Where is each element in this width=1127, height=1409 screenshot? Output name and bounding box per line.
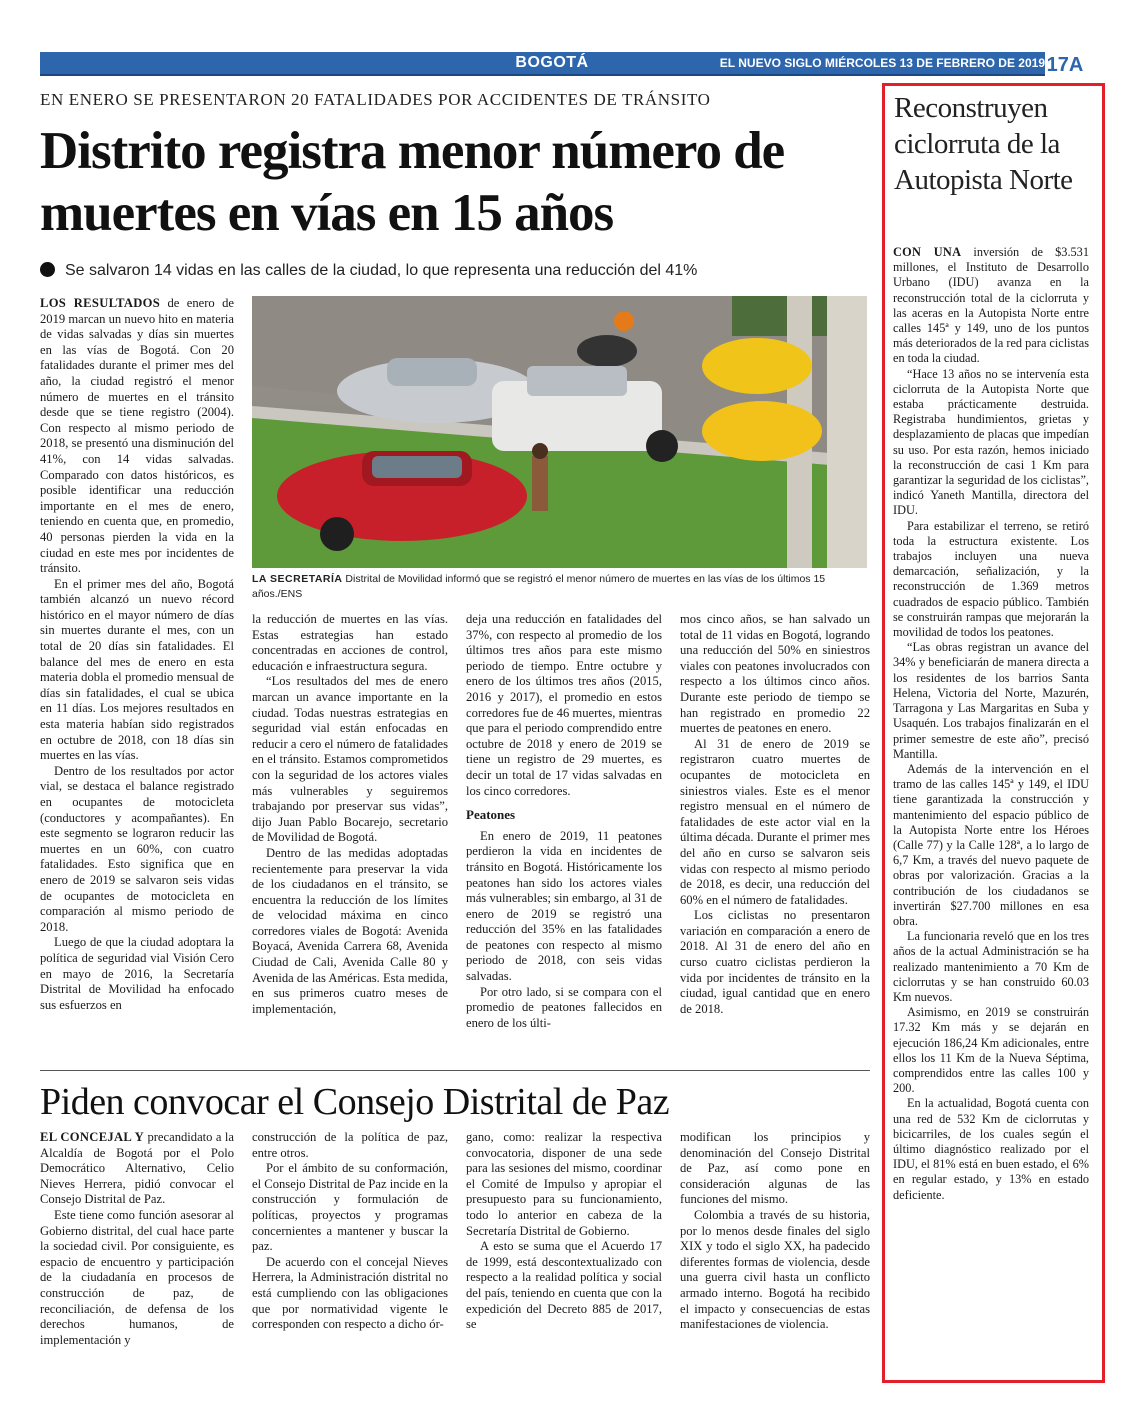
paragraph: De acuerdo con el concejal Nieves Herrera, la Administración distrital no está cumpliendo con las obligaciones que por normatividad vigente le corresponden con respecto a dicho ór- bbox=[252, 1254, 448, 1332]
paragraph: mos cinco años, se han salvado un total de 11 vidas en Bogotá, logrando una reducción del 50% en siniestros viales con peatones involucrados con respecto a los últimos cinco años. Durante este periodo de tiempo se han registrado en promedio 22 muertes de peatones en enero. bbox=[680, 612, 870, 736]
paragraph: La funcionaria reveló que en los tres años de la actual Administración se ha realizado mantenimiento a 70 Km de ciclorrutas y se han construido 60.03 Km nuevos. bbox=[893, 929, 1089, 1004]
paragraph: Por el ámbito de su conformación, el Consejo Distrital de Paz incide en la construcción y formulación de políticas, proyectos y programas concernientes a mantener y buscar la paz. bbox=[252, 1161, 448, 1254]
bullet-icon bbox=[40, 262, 55, 277]
subheadline-text: Se salvaron 14 vidas en las calles de la ciudad, lo que representa una reducción del 41% bbox=[65, 262, 698, 279]
paragraph: “Hace 13 años no se intervenía esta ciclorruta de la Autopista Norte que estaba prácticamente destruida. Registraba hundimientos, grietas y desplazamiento de placas que impedían su uso. Por esta razón, hemos iniciado la reconstrucción de casi 1 Km para garantizar la seguridad de los ciclistas”, indicó Yaneth Mantilla, directora del IDU. bbox=[893, 366, 1089, 518]
sidebar-title: Reconstruyen ciclorruta de la Autopista Norte bbox=[894, 92, 1073, 196]
page-number: 17A bbox=[1046, 54, 1084, 76]
second-story-column-4 bbox=[680, 1130, 870, 1375]
paragraph: gano, como: realizar la respectiva convocatoria, disponer de una sede para las sesiones del mismo, coordinar el Comité de Impulso y apropiar el presupuesto para su funcionamiento, todo lo anterior en cabeza de la Secretaría Distrital de Gobierno. bbox=[466, 1130, 662, 1238]
paragraph: Para estabilizar el terreno, se retiró toda la estructura existente. Los trabajos incluyen una nueva demarcación, señalización, y la reconstrucción de 1.369 metros cuadrados de espacio público. También se construirán rampas que mejorarán la movilidad de todos los peatones. bbox=[893, 518, 1089, 640]
paragraph: “Las obras registran un avance del 34% y beneficiarán de manera directa a los residentes de los barrios Santa Helena, Victoria del Norte, Mazurén, Tarragona y Las Margaritas en Suba y Usaquén. Los trabajos finalizarán en el primer semestre de este año”, precisó Mantilla. bbox=[893, 640, 1089, 761]
paragraph: Dentro de las medidas adoptadas recientemente para preservar la vida de los ciudadanos en el tránsito, se encuentra la reducción de los límites de velocidad máxima en cinco corredores viales de Bogotá: Avenida Boyacá, Avenida Carrera 68, Avenida Ciudad de Cali, Avenida Calle 80 y Avenida de las Américas. Esta medida, en sus primeros cuatro meses de implementación, bbox=[252, 845, 448, 1016]
sidebar-body bbox=[893, 245, 1089, 1375]
paragraph: Colombia a través de su historia, por lo menos desde finales del siglo XIX y todo el siglo XX, ha padecido diferentes formas de violencia, desde una guerra civil hasta un conflicto armado interno. Bogotá ha recibido el impacto y consecuencias de estas manifestaciones de violencia. bbox=[680, 1207, 870, 1332]
paragraph: la reducción de muertes en las vías. Estas estrategias han estado concentradas en acciones de control, educación e infraestructura segura. bbox=[252, 612, 448, 673]
paragraph: Los ciclistas no presentaron variación en comparación a enero de 2018. Al 31 de enero del año en curso cuatro ciclistas perdieron la vida por incidentes de tránsito en la ciudad, igual cantidad que en enero de 2018. bbox=[680, 908, 870, 1016]
lead-in: CON UNA bbox=[893, 245, 962, 259]
main-story-column-2 bbox=[252, 612, 448, 1064]
paragraph: construcción de la política de paz, entre otros. bbox=[252, 1130, 448, 1160]
main-story-column-3 bbox=[466, 612, 662, 1064]
second-headline: Piden convocar el Consejo Distrital de Paz bbox=[40, 1081, 670, 1123]
publication-date: EL NUEVO SIGLO MIÉRCOLES 13 DE FEBRERO DE 2019 bbox=[719, 56, 1045, 70]
second-story-column-3 bbox=[466, 1130, 662, 1375]
car-accident-photo bbox=[252, 296, 867, 568]
paragraph: Asimismo, en 2019 se construirán 17.32 Km más y se dejarán en ejecución 186,24 Km adicionales, entre ellos los 11 Km de la Nueva Séptima, comprendidos entre las calles 100 y 200. bbox=[893, 1005, 1089, 1096]
paragraph: Luego de que la ciudad adoptara la política de seguridad vial Visión Cero en mayo de 2016, la Secretaría Distrital de Movilidad ha enfocado sus esfuerzos en bbox=[40, 935, 234, 1012]
section-name: BOGOTÁ bbox=[515, 54, 589, 71]
paragraph: EL CONCEJAL Y precandidato a la Alcaldía de Bogotá por el Polo Democrático Alternativo, Celio Nieves Herrera, pidió convocar el Consejo Distrital de Paz. bbox=[40, 1130, 234, 1207]
caption-text: Distrital de Movilidad informó que se registró el menor número de muertes en las vías de los últimos 15 años./ENS bbox=[252, 573, 826, 600]
caption-lead: LA SECRETARÍA bbox=[252, 573, 343, 585]
second-story-column-1 bbox=[40, 1130, 234, 1375]
main-headline: Distrito registra menor número de muertes en vías en 15 años bbox=[40, 122, 785, 242]
news-photo bbox=[252, 296, 867, 568]
lead-in: EL CONCEJAL Y bbox=[40, 1130, 145, 1144]
paragraph: Por otro lado, si se compara con el promedio de peatones fallecidos en enero de los últi- bbox=[466, 984, 662, 1030]
main-story-column-1 bbox=[40, 296, 234, 1064]
paragraph: Además de la intervención en el tramo de las calles 145ª y 149, el IDU tiene garantizada la construcción y mantenimiento del espacio público de la Autopista Norte entre los Héroes (Calle 77) y la Calle 128ª, a lo largo de 6,7 Km, a través del nuevo paquete de obras por valorización. Gracias a la contribución de los ciudadanos se invertirán $27.700 millones en esa obra. bbox=[893, 761, 1089, 928]
subheadline bbox=[40, 262, 870, 286]
paragraph: Al 31 de enero de 2019 se registraron cuatro muertes de ocupantes de motocicleta en siniestros viales. Este es el menor registro mensual en el número de fatalidades de este actor vial en la última década. Durante el primer mes del año en curso se salvaron seis vidas con respecto al mismo periodo de 2018, es decir, una reducción del 60% en el número de fatalidades. bbox=[680, 736, 870, 907]
lead-in: LOS RESULTADOS bbox=[40, 296, 161, 310]
paragraph: deja una reducción en fatalidades del 37%, con respecto al promedio de los últimos tres años para este mismo periodo de tiempo. Entre octubre y enero de los últimos tres años (2015, 2016 y 2017), el promedio en estos corredores fue de 46 muertes, mientras que para el periodo comprendido entre octubre de 2018 y enero de 2019 se tiene un registro de 29 muertes, es decir un total de 17 vidas salvadas en los cinco corredores. bbox=[466, 612, 662, 798]
paragraph: CON UNA inversión de $3.531 millones, el Instituto de Desarrollo Urbano (IDU) avanza en la reconstrucción total de la ciclorruta y las aceras en la Autopista Norte entre calles 145ª y 149, uno de los puntos más deteriorados de la red para ciclistas en toda la ciudad. bbox=[893, 245, 1089, 366]
paragraph: LOS RESULTADOS de enero de 2019 marcan un nuevo hito en materia de vidas salvadas y días sin muertes en las vías de Bogotá. Con 20 fatalidades durante el primer mes del año, la ciudad registró el menor número de muertes en el tránsito desde que se tiene registro (2004). Con respecto al mismo periodo de 2018, se presentó una disminución del 41%, con 14 vidas salvadas. Comparado con datos históricos, es posible identificar una reducción importante en el mes de enero, teniendo en cuenta que, en promedio, 40 personas pierden la vida en la ciudad en este mes por incidentes de tránsito. bbox=[40, 296, 234, 576]
paragraph: “Los resultados del mes de enero marcan un avance importante en la ciudad. Todas nuestras estrategias en seguridad vial están enfocadas en reducir a cero el número de fatalidades en el tránsito. Estamos comprometidos con la seguridad de los actores viales más vulnerables y seguiremos trabajando por preservar sus vidas”, dijo Juan Pablo Bocarejo, secretario de Movilidad de Bogotá. bbox=[252, 674, 448, 845]
section-heading: Peatones bbox=[466, 807, 516, 823]
paragraph: Dentro de los resultados por actor vial, se destaca el balance registrado en ocupantes de motocicleta (conductores y acompañantes). En este segmento se lograron reducir las muertes en un 60%, con cuatro fatalidades. Esto significa que en enero de 2019 se salvaron seis vidas de ocupantes de motocicleta en comparación al mismo periodo de 2018. bbox=[40, 763, 234, 934]
paragraph: En la actualidad, Bogotá cuenta con una red de 532 Km de ciclorrutas y bicicarriles, de los cuales según el último diagnóstico realizado por el IDU, el 81% está en buen estado, el 6% en regular estado, y 13% en estado deficiente. bbox=[893, 1096, 1089, 1202]
paragraph: En el primer mes del año, Bogotá también alcanzó un nuevo récord histórico en el mayor número de días sin muertes durante el mes, con un total de 20 días sin fatalidades. El balance del mes de enero en esta materia dobla el promedio mensual de días sin fatalidades, el cual se ubica en 11 días. Los mejores resultados en esta materia habían sido registrados en octubre de 2018, con 18 días sin muertes en las vías. bbox=[40, 576, 234, 763]
story-divider bbox=[40, 1070, 870, 1071]
main-story-column-4 bbox=[680, 612, 870, 1064]
paragraph: Este tiene como función asesorar al Gobierno distrital, del cual hace parte la sociedad civil. Por consiguiente, es espacio de encuentro y participación de la ciudadanía en procesos de construcción de paz, de reconciliación, de defensa de los derechos humanos, de implementación y bbox=[40, 1207, 234, 1347]
photo-caption bbox=[252, 572, 867, 606]
paragraph: En enero de 2019, 11 peatones perdieron la vida en incidentes de tránsito en Bogotá. Históricamente los peatones han sido los actores viales más vulnerables; sin embargo, al 31 de enero de 2019 se registró una reducción del 35% en las fatalidades de peatones con respecto al mismo periodo de 2018, con seis vidas salvadas. bbox=[466, 828, 662, 984]
paragraph: A esto se suma que el Acuerdo 17 de 1999, está descontextualizado con respecto a la realidad política y social del país, teniendo en cuenta que con la expedición del Decreto 885 de 2017, se bbox=[466, 1239, 662, 1332]
second-story-column-2 bbox=[252, 1130, 448, 1375]
story-kicker: EN ENERO SE PRESENTARON 20 FATALIDADES POR ACCIDENTES DE TRÁNSITO bbox=[40, 90, 711, 109]
paragraph: modifican los principios y denominación del Consejo Distrital de Paz, así como pone en consideración algunas de las funciones del mismo. bbox=[680, 1130, 870, 1207]
